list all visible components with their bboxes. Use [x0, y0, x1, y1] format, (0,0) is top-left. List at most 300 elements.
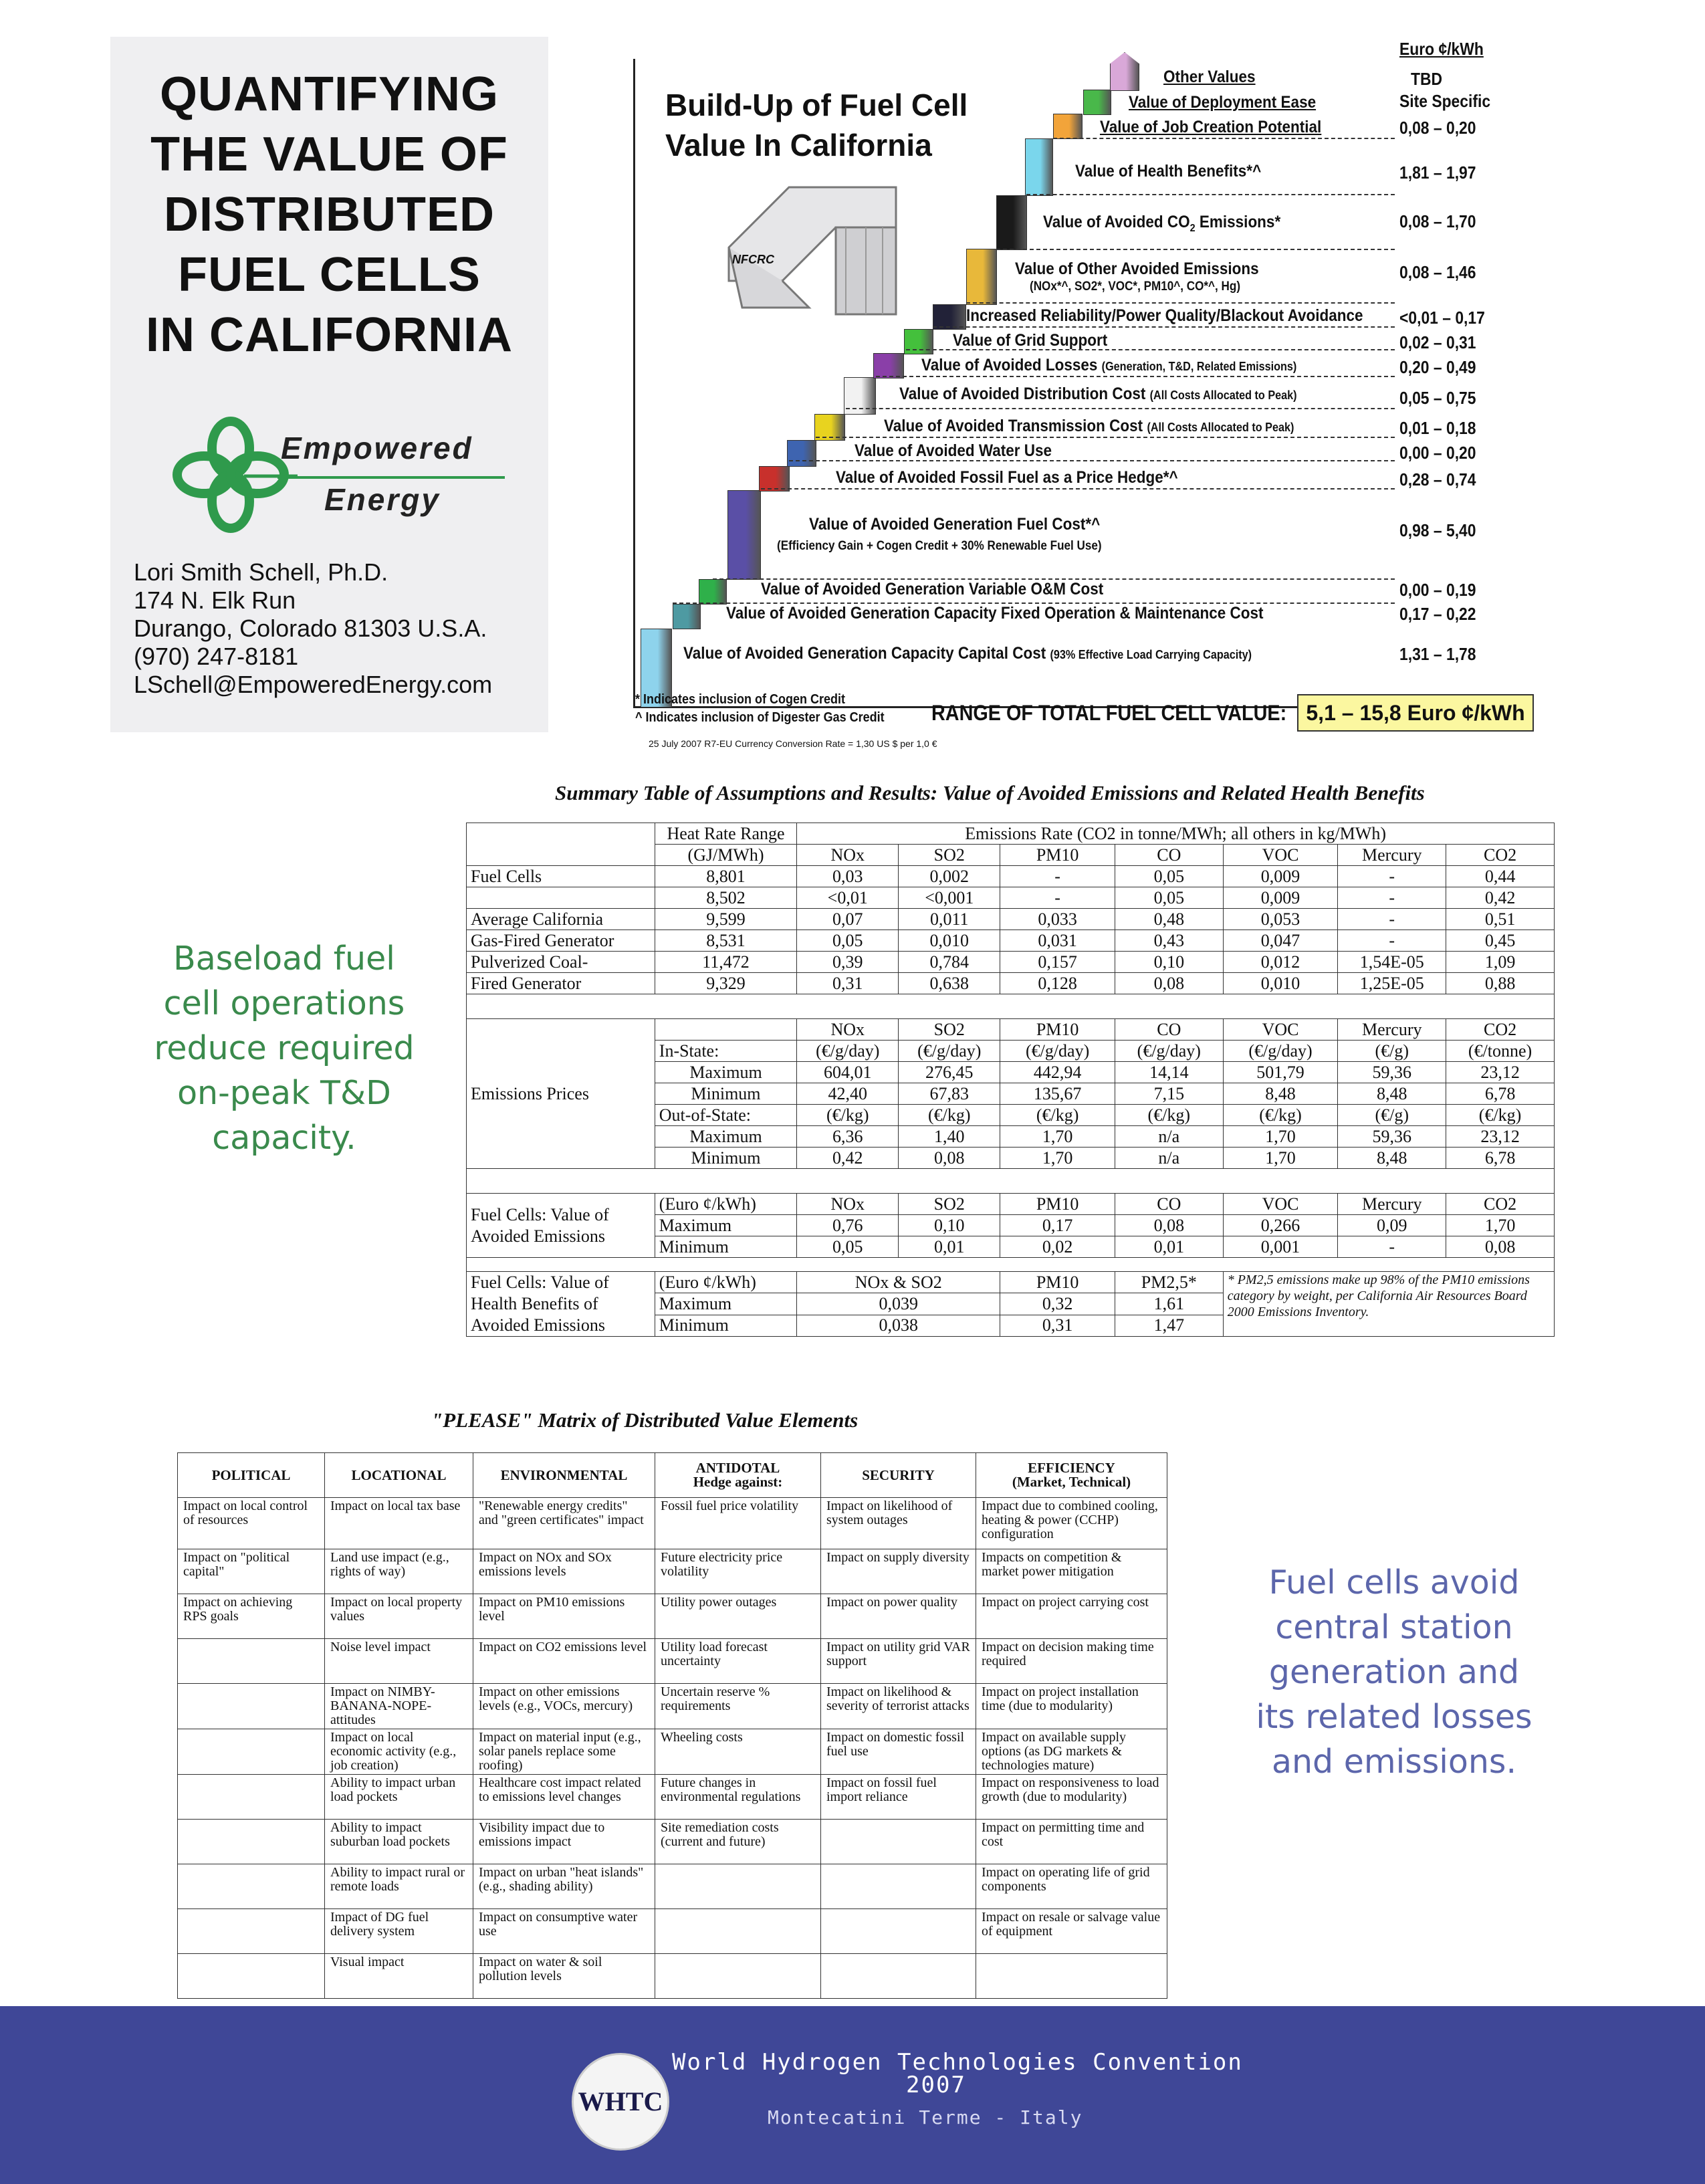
- emission-rate-cell: 0,05: [797, 930, 899, 952]
- please-cell: Impact on water & soil pollution levels: [473, 1954, 655, 1999]
- cell: 8,48: [1223, 1083, 1338, 1105]
- cell: (€/g/day): [797, 1041, 899, 1062]
- maximum-label: Maximum: [655, 1062, 796, 1083]
- please-cell: Impact on local economic activity (e.g., job creation): [325, 1729, 473, 1775]
- range-capital-cost: 1,31 – 1,78: [1399, 644, 1476, 664]
- cell: 0,05: [797, 1236, 899, 1258]
- cell: 14,14: [1115, 1062, 1223, 1083]
- price-hdr-co: CO: [1115, 1019, 1223, 1041]
- price-hdr-so2: SO2: [899, 1019, 1000, 1041]
- emission-rate-cell: 0,047: [1223, 930, 1338, 952]
- please-row: [178, 1775, 1167, 1820]
- label-other-emissions-note: (NOx*^, SO2*, VOC*, PM10^, CO*^, Hg): [1030, 280, 1241, 294]
- please-row: [178, 1498, 1167, 1549]
- please-hdr-environmental: ENVIRONMENTAL: [473, 1453, 655, 1498]
- please-matrix-title: "PLEASE" Matrix of Distributed Value Elements: [431, 1408, 859, 1432]
- cell: 42,40: [797, 1083, 899, 1105]
- please-cell: Impact on likelihood & severity of terrorist attacks: [821, 1684, 976, 1729]
- dash-co2: [996, 249, 1395, 250]
- emission-rate-cell: -: [1338, 909, 1446, 930]
- value-step-block: [699, 579, 727, 605]
- price-hdr-nox: NOx: [797, 1019, 899, 1041]
- cell: NOx: [797, 1194, 899, 1215]
- side-line: Baseload fuel: [173, 940, 395, 978]
- dash-reliability: [933, 326, 1395, 328]
- cell: 0,001: [1223, 1236, 1338, 1258]
- minimum-label: Minimum: [655, 1148, 796, 1169]
- footer-line-3: Montecatini Terme - Italy: [768, 2106, 1083, 2128]
- heat-rate-cell: 9,599: [655, 909, 796, 930]
- please-hdr-locational: LOCATIONAL: [325, 1453, 473, 1498]
- cell: 0,08: [1446, 1236, 1555, 1258]
- cell: (€/kg): [797, 1105, 899, 1126]
- fc-value-units-row: [467, 1194, 1555, 1215]
- dash-trans: [816, 437, 1395, 438]
- range-fuel-cost: 0,98 – 5,40: [1399, 520, 1476, 540]
- contact-phone: (970) 247-8181: [134, 643, 299, 670]
- hdr-emissions-rate: Emissions Rate (CO2 in tonne/MWh; all others in kg/MWh): [797, 823, 1555, 845]
- label-health-benefits: Value of Health Benefits*^: [1075, 162, 1262, 181]
- cell: VOC: [1223, 1194, 1338, 1215]
- emission-rate-cell: 0,033: [1000, 909, 1115, 930]
- label-other-emissions: Value of Other Avoided Emissions: [1015, 259, 1259, 278]
- please-cell: Future changes in environmental regulations: [655, 1775, 821, 1820]
- chart-title-line-1: Build-Up of Fuel Cell: [665, 88, 968, 122]
- cell: PM10: [1000, 1272, 1115, 1293]
- please-cell: Impact on achieving RPS goals: [178, 1594, 325, 1639]
- whtc-logo-text: WHTC: [578, 2086, 663, 2116]
- hdr-voc: VOC: [1223, 845, 1338, 866]
- range-water-use: 0,00 – 0,20: [1399, 443, 1476, 463]
- please-cell: Impact on power quality: [821, 1594, 976, 1639]
- emission-rate-cell: -: [1338, 930, 1446, 952]
- pm25-note: * PM2,5 emissions make up 98% of the PM10 emissions category by weight, per California Air Resources Board 2000 Emissions Inventory.: [1223, 1272, 1554, 1337]
- value-step-block: [904, 329, 933, 354]
- heat-rate-cell: 8,531: [655, 930, 796, 952]
- please-cell: "Renewable energy credits" and "green certificates" impact: [473, 1498, 655, 1549]
- cell: 1,70: [1000, 1148, 1115, 1169]
- minimum-label: Minimum: [655, 1236, 796, 1258]
- euro-unit-label: (Euro ¢/kWh): [655, 1272, 796, 1293]
- hdr-mercury: Mercury: [1338, 845, 1446, 866]
- cell: 1,61: [1115, 1293, 1223, 1315]
- cell: CO: [1115, 1194, 1223, 1215]
- emission-rate-cell: 0,009: [1223, 866, 1338, 887]
- hdr-co: CO: [1115, 845, 1223, 866]
- cell: 1,70: [1000, 1126, 1115, 1148]
- emission-rate-cell: 0,128: [1000, 973, 1115, 994]
- please-header-row: [178, 1453, 1167, 1498]
- health-benefits-label: Fuel Cells: Value of Health Benefits of Avoided Emissions: [467, 1272, 655, 1337]
- logo-word-energy: Energy: [324, 482, 441, 517]
- range-transmission: 0,01 – 0,18: [1399, 418, 1476, 438]
- chart-title-line-2: Value In California: [665, 128, 932, 162]
- chart-date-note: 25 July 2007 R7-EU Currency Conversion Rate = 1,30 US $ per 1,0 €: [649, 738, 937, 749]
- please-cell: Uncertain reserve % requirements: [655, 1684, 821, 1729]
- nfcrc-label: NFCRC: [732, 253, 774, 266]
- rate-row: [467, 930, 1555, 952]
- emission-rate-cell: -: [1338, 866, 1446, 887]
- heat-rate-cell: 11,472: [655, 952, 796, 973]
- cell: (€/kg): [1115, 1105, 1223, 1126]
- emission-rate-cell: 1,54E-05: [1338, 952, 1446, 973]
- range-deployment-ease: Site Specific: [1399, 91, 1491, 111]
- please-cell: [821, 1954, 976, 1999]
- cell: 23,12: [1446, 1126, 1555, 1148]
- side-line: generation and: [1268, 1653, 1520, 1691]
- label-fixed-om: Value of Avoided Generation Capacity Fixed Operation & Maintenance Cost: [726, 604, 1264, 623]
- please-cell: Impact on CO2 emissions level: [473, 1639, 655, 1684]
- contact-email[interactable]: LSchell@EmpoweredEnergy.com: [134, 671, 493, 698]
- emission-rate-cell: 0,010: [899, 930, 1000, 952]
- cell: (€/kg): [899, 1105, 1000, 1126]
- range-other-emissions: 0,08 – 1,46: [1399, 262, 1476, 282]
- hdr-heat-rate-unit: (GJ/MWh): [655, 845, 796, 866]
- please-row: [178, 1729, 1167, 1775]
- label-avoided-losses: Value of Avoided Losses (Generation, T&D, Related Emissions): [921, 356, 1297, 374]
- cell: (€/g): [1338, 1105, 1446, 1126]
- label-transmission-cost: Value of Avoided Transmission Cost (All Costs Allocated to Peak): [884, 417, 1294, 435]
- emission-rate-cell: 0,31: [797, 973, 899, 994]
- label-deployment-ease: Value of Deployment Ease: [1129, 93, 1317, 112]
- please-cell: Impact of DG fuel delivery system: [325, 1909, 473, 1954]
- health-units-row: [467, 1272, 1555, 1293]
- rate-rows: [467, 866, 1555, 994]
- emission-rate-cell: <0,01: [797, 887, 899, 909]
- hdr-co2: CO2: [1446, 845, 1555, 866]
- cell: (€/g/day): [1115, 1041, 1223, 1062]
- value-step-block: [787, 440, 816, 467]
- cell: 0,02: [1000, 1236, 1115, 1258]
- cell: 0,76: [797, 1215, 899, 1236]
- cell: 0,038: [797, 1315, 1000, 1336]
- please-cell: [178, 1639, 325, 1684]
- side-line: Fuel cells avoid: [1268, 1563, 1520, 1602]
- cell: 442,94: [1000, 1062, 1115, 1083]
- emission-rate-cell: 0,45: [1446, 930, 1555, 952]
- whtc-logo-icon: [572, 2053, 669, 2151]
- please-cell: Site remediation costs (current and future): [655, 1820, 821, 1864]
- footnote-digester: ^ Indicates inclusion of Digester Gas Credit: [635, 710, 885, 725]
- emission-rate-cell: 0,03: [797, 866, 899, 887]
- value-step-block: [966, 249, 997, 305]
- cell: 0,08: [899, 1148, 1000, 1169]
- cell: 59,36: [1338, 1126, 1446, 1148]
- summary-table-title: Summary Table of Assumptions and Results: Value of Avoided Emissions and Related Health Benefits: [555, 781, 1425, 804]
- please-cell: Impact on project carrying cost: [976, 1594, 1167, 1639]
- emission-rate-cell: 0,638: [899, 973, 1000, 994]
- please-cell: Impact due to combined cooling, heating & power (CCHP) configuration: [976, 1498, 1167, 1549]
- price-hdr-mercury: Mercury: [1338, 1019, 1446, 1041]
- please-cell: Impact on local tax base: [325, 1498, 473, 1549]
- cell: 7,15: [1115, 1083, 1223, 1105]
- emission-rate-cell: 0,011: [899, 909, 1000, 930]
- please-cell: Impact on urban "heat islands" (e.g., shading ability): [473, 1864, 655, 1909]
- please-row: [178, 1820, 1167, 1864]
- please-row: [178, 1639, 1167, 1684]
- empowered-energy-logo-icon: [164, 408, 298, 542]
- please-cell: Impact on domestic fossil fuel use: [821, 1729, 976, 1775]
- emission-rate-cell: 0,08: [1115, 973, 1223, 994]
- label-distribution-cost: Value of Avoided Distribution Cost (All Costs Allocated to Peak): [899, 385, 1297, 403]
- please-cell: [821, 1820, 976, 1864]
- range-other-values: TBD: [1411, 69, 1443, 89]
- emission-rate-cell: 0,39: [797, 952, 899, 973]
- dash-hedge: [761, 488, 1395, 489]
- emission-rate-cell: -: [1338, 887, 1446, 909]
- side-line: on-peak T&D: [177, 1074, 391, 1112]
- hdr-so2: SO2: [899, 845, 1000, 866]
- please-cell: Impacts on competition & market power mitigation: [976, 1549, 1167, 1594]
- cell: (€/g/day): [899, 1041, 1000, 1062]
- emission-rate-cell: 0,009: [1223, 887, 1338, 909]
- cell: 0,17: [1000, 1215, 1115, 1236]
- cell: (€/g/day): [1223, 1041, 1338, 1062]
- cell: 0,01: [899, 1236, 1000, 1258]
- side-line: its related losses: [1256, 1698, 1532, 1736]
- cell: (€/kg): [1223, 1105, 1338, 1126]
- please-hdr-security: SECURITY: [821, 1453, 976, 1498]
- label-grid-support: Value of Grid Support: [953, 331, 1108, 350]
- please-cell: [178, 1909, 325, 1954]
- dash-other-emissions: [966, 302, 1395, 304]
- cell: 0,09: [1338, 1215, 1446, 1236]
- rate-row-label: Fired Generator: [467, 973, 655, 994]
- cell: (€/kg): [1446, 1105, 1555, 1126]
- label-fuel-cost-note: (Efficiency Gain + Cogen Credit + 30% Renewable Fuel Use): [777, 539, 1102, 553]
- cell: 6,36: [797, 1126, 899, 1148]
- cell: 1,47: [1115, 1315, 1223, 1336]
- rate-row: [467, 866, 1555, 887]
- price-hdr-co2: CO2: [1446, 1019, 1555, 1041]
- hdr-nox: NOx: [797, 845, 899, 866]
- range-reliability: <0,01 – 0,17: [1399, 308, 1485, 328]
- footer-line-1: World Hydrogen Technologies Convention: [672, 2049, 1243, 2076]
- please-hdr-political: POLITICAL: [178, 1453, 325, 1498]
- please-cell: Impact on local property values: [325, 1594, 473, 1639]
- hdr-heat-rate: Heat Rate Range: [655, 823, 796, 845]
- title-panel: [110, 37, 548, 732]
- value-step-block: [996, 195, 1027, 250]
- please-cell: Ability to impact urban load pockets: [325, 1775, 473, 1820]
- emission-rate-cell: <0,001: [899, 887, 1000, 909]
- range-job-creation: 0,08 – 0,20: [1399, 118, 1476, 138]
- label-capital-cost: Value of Avoided Generation Capacity Capital Cost (93% Effective Load Carrying Capacity): [683, 644, 1252, 663]
- please-cell: [976, 1954, 1167, 1999]
- range-distribution: 0,05 – 0,75: [1399, 388, 1476, 408]
- please-cell: Wheeling costs: [655, 1729, 821, 1775]
- please-cell: Land use impact (e.g., rights of way): [325, 1549, 473, 1594]
- emission-rate-cell: -: [1000, 866, 1115, 887]
- nfcrc-building-icon: [715, 174, 903, 321]
- please-cell: [178, 1864, 325, 1909]
- value-step-block: [1083, 90, 1111, 115]
- emission-rate-cell: 0,002: [899, 866, 1000, 887]
- title-line-4: FUEL CELLS: [178, 248, 481, 302]
- please-cell: Impact on decision making time required: [976, 1639, 1167, 1684]
- please-cell: Impact on local control of resources: [178, 1498, 325, 1549]
- please-cell: Future electricity price volatility: [655, 1549, 821, 1594]
- cell: 0,42: [797, 1148, 899, 1169]
- please-cell: Noise level impact: [325, 1639, 473, 1684]
- side-line: reduce required: [154, 1029, 415, 1067]
- emission-rate-cell: 0,88: [1446, 973, 1555, 994]
- emission-rate-cell: 0,05: [1115, 887, 1223, 909]
- please-row: [178, 1954, 1167, 1999]
- cell: n/a: [1115, 1126, 1223, 1148]
- cell: 6,78: [1446, 1148, 1555, 1169]
- label-job-creation: Value of Job Creation Potential: [1100, 118, 1322, 136]
- rate-row: [467, 909, 1555, 930]
- please-cell: Impact on material input (e.g., solar panels replace some roofing): [473, 1729, 655, 1775]
- please-cell: Ability to impact rural or remote loads: [325, 1864, 473, 1909]
- please-cell: Impact on "political capital": [178, 1549, 325, 1594]
- please-row: [178, 1594, 1167, 1639]
- rate-row-label: Pulverized Coal-: [467, 952, 655, 973]
- please-cell: Visual impact: [325, 1954, 473, 1999]
- emission-rate-cell: 0,51: [1446, 909, 1555, 930]
- emission-rate-cell: 1,25E-05: [1338, 973, 1446, 994]
- emission-rate-cell: 0,05: [1115, 866, 1223, 887]
- please-cell: [821, 1909, 976, 1954]
- please-cell: [178, 1820, 325, 1864]
- range-grid-support: 0,02 – 0,31: [1399, 332, 1476, 352]
- please-cell: Impact on project installation time (due to modularity): [976, 1684, 1167, 1729]
- range-price-hedge: 0,28 – 0,74: [1399, 469, 1476, 489]
- label-other-values: Other Values: [1163, 68, 1256, 86]
- emission-rate-cell: 0,053: [1223, 909, 1338, 930]
- please-cell: [655, 1909, 821, 1954]
- label-price-hedge: Value of Avoided Fossil Fuel as a Price Hedge*^: [836, 468, 1178, 487]
- cell: 1,40: [899, 1126, 1000, 1148]
- cell: -: [1338, 1236, 1446, 1258]
- please-cell: [655, 1954, 821, 1999]
- please-row: [178, 1864, 1167, 1909]
- range-co2: 0,08 – 1,70: [1399, 211, 1476, 231]
- please-row: [178, 1684, 1167, 1729]
- please-cell: Impact on PM10 emissions level: [473, 1594, 655, 1639]
- in-state-label: In-State:: [655, 1041, 796, 1062]
- title-line-3: DISTRIBUTED: [164, 188, 495, 241]
- side-line: and emissions.: [1271, 1743, 1517, 1781]
- range-total-label: RANGE OF TOTAL FUEL CELL VALUE:: [931, 701, 1287, 725]
- cell: SO2: [899, 1194, 1000, 1215]
- please-rows: [178, 1498, 1167, 1999]
- contact-name: Lori Smith Schell, Ph.D.: [134, 558, 388, 586]
- value-step-block: [1053, 114, 1083, 139]
- cell: 604,01: [797, 1062, 899, 1083]
- label-variable-om: Value of Avoided Generation Variable O&M Cost: [761, 580, 1104, 598]
- please-cell: Impact on NOx and SOx emissions levels: [473, 1549, 655, 1594]
- emission-rate-cell: 0,07: [797, 909, 899, 930]
- fc-value-label: Fuel Cells: Value of Avoided Emissions: [467, 1194, 655, 1258]
- rate-row-label: Gas-Fired Generator: [467, 930, 655, 952]
- rate-row-label: [467, 887, 655, 909]
- hdr-pm10: PM10: [1000, 845, 1115, 866]
- logo-word-empowered: Empowered: [281, 431, 473, 465]
- cell: 0,31: [1000, 1315, 1115, 1336]
- heat-rate-cell: 9,329: [655, 973, 796, 994]
- emission-rate-cell: 0,784: [899, 952, 1000, 973]
- fuel-cells-side-text: [1237, 1560, 1551, 1784]
- cell: 0,039: [797, 1293, 1000, 1315]
- cell: NOx & SO2: [797, 1272, 1000, 1293]
- price-hdr-voc: VOC: [1223, 1019, 1338, 1041]
- please-cell: Impact on resale or salvage value of equipment: [976, 1909, 1167, 1954]
- please-matrix-table: [177, 1452, 1167, 1999]
- emission-rate-cell: 0,44: [1446, 866, 1555, 887]
- emissions-prices-label: Emissions Prices: [467, 1019, 655, 1169]
- please-cell: Impact on available supply options (as DG markets & technologies mature): [976, 1729, 1167, 1775]
- minimum-label: Minimum: [655, 1083, 796, 1105]
- side-line: central station: [1275, 1608, 1513, 1646]
- label-reliability: Increased Reliability/Power Quality/Blackout Avoidance: [966, 306, 1363, 325]
- minimum-label: Minimum: [655, 1315, 796, 1336]
- cell: 1,70: [1223, 1148, 1338, 1169]
- chart-unit-header: Euro ¢/kWh: [1399, 39, 1484, 59]
- please-cell: Ability to impact suburban load pockets: [325, 1820, 473, 1864]
- please-cell: Visibility impact due to emissions impact: [473, 1820, 655, 1864]
- cell: 23,12: [1446, 1062, 1555, 1083]
- emission-rate-cell: 0,031: [1000, 930, 1115, 952]
- please-hdr-antidotal: ANTIDOTAL Hedge against:: [655, 1453, 821, 1498]
- emission-rate-cell: 0,010: [1223, 973, 1338, 994]
- contact-street: 174 N. Elk Run: [134, 586, 296, 614]
- please-cell: Impact on likelihood of system outages: [821, 1498, 976, 1549]
- cell: Mercury: [1338, 1194, 1446, 1215]
- please-cell: Impact on supply diversity: [821, 1549, 976, 1594]
- side-line: capacity.: [212, 1119, 356, 1157]
- cell: 8,48: [1338, 1083, 1446, 1105]
- cell: (€/tonne): [1446, 1041, 1555, 1062]
- out-of-state-label: Out-of-State:: [655, 1105, 796, 1126]
- contact-city: Durango, Colorado 81303 U.S.A.: [134, 615, 487, 642]
- cell: (€/kg): [1000, 1105, 1115, 1126]
- range-total-value: 5,1 – 15,8 Euro ¢/kWh: [1297, 694, 1534, 732]
- title-line-2: THE VALUE OF: [150, 128, 508, 181]
- value-step-block: [727, 490, 761, 580]
- cell: 0,10: [899, 1215, 1000, 1236]
- emission-rate-cell: 0,157: [1000, 952, 1115, 973]
- maximum-label: Maximum: [655, 1293, 796, 1315]
- emission-rate-cell: 0,012: [1223, 952, 1338, 973]
- cell: PM2,5*: [1115, 1272, 1223, 1293]
- heat-rate-cell: 8,502: [655, 887, 796, 909]
- please-cell: [655, 1864, 821, 1909]
- value-step-block: [673, 604, 701, 629]
- please-cell: [178, 1775, 325, 1820]
- label-co2-emissions: Value of Avoided $CO_2$ Emissions*: [1043, 213, 1281, 234]
- cell: 1,70: [1223, 1126, 1338, 1148]
- please-cell: Impact on utility grid VAR support: [821, 1639, 976, 1684]
- title-line-5: IN CALIFORNIA: [146, 308, 513, 362]
- please-cell: Impact on NIMBY-BANANA-NOPE-attitudes: [325, 1684, 473, 1729]
- cell: n/a: [1115, 1148, 1223, 1169]
- dash-dist: [846, 408, 1395, 409]
- cell: 6,78: [1446, 1083, 1555, 1105]
- chart-y-axis: [633, 59, 635, 707]
- euro-unit-label: (Euro ¢/kWh): [655, 1194, 796, 1215]
- please-row: [178, 1549, 1167, 1594]
- please-cell: [178, 1684, 325, 1729]
- summary-table: [466, 823, 1555, 1337]
- please-cell: Healthcare cost impact related to emissions level changes: [473, 1775, 655, 1820]
- rate-row-label: Average California: [467, 909, 655, 930]
- price-hdr-pm10: PM10: [1000, 1019, 1115, 1041]
- dash-health: [1026, 194, 1395, 195]
- please-cell: Impact on responsiveness to load growth (due to modularity): [976, 1775, 1167, 1820]
- emission-rate-cell: 0,10: [1115, 952, 1223, 973]
